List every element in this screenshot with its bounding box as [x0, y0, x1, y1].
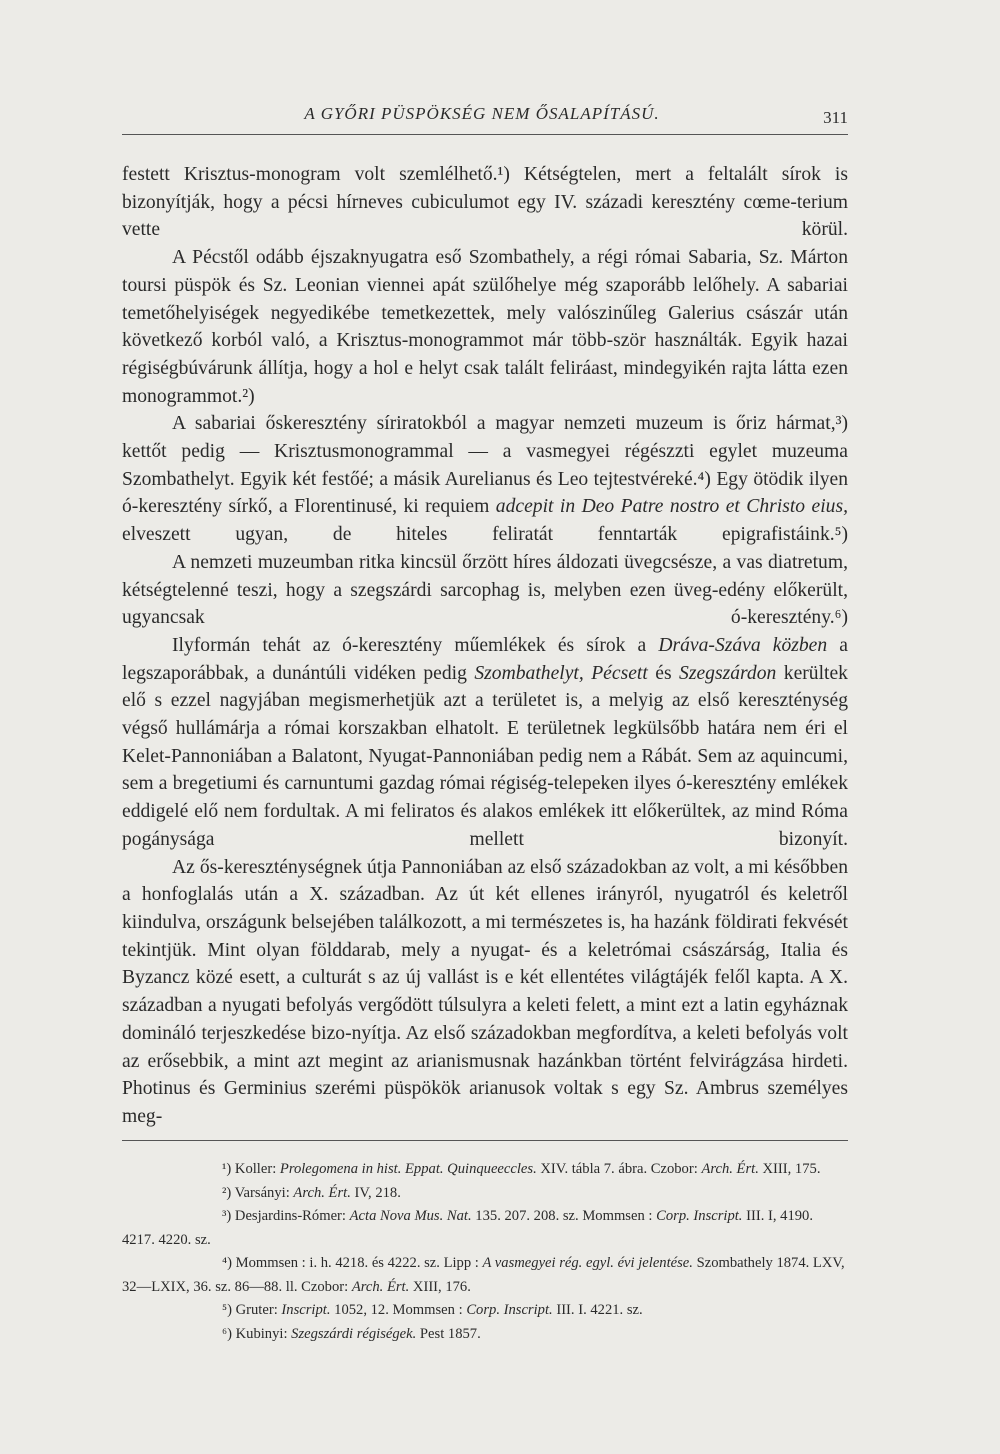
- footnote-1-text-a: Koller:: [234, 1161, 277, 1177]
- footnote-1-text-c: XIII, 175.: [762, 1161, 821, 1177]
- footnote-3-title: Acta Nova Mus. Nat.: [349, 1208, 472, 1224]
- running-header-title: A GYŐRI PÜSPÖKSÉG NEM ŐSALAPÍTÁSÚ.: [304, 104, 660, 123]
- paragraph-5: [122, 632, 848, 854]
- footnote-5-text-b: 1052, 12. Mommsen :: [334, 1302, 463, 1318]
- footnote-2-number: ²): [222, 1184, 232, 1201]
- footnote-6-title: Szegszárdi régiségek.: [291, 1325, 417, 1342]
- page-number: 311: [823, 108, 848, 127]
- paragraph-5-text-d: kerültek elő s ezzel nagyjában megismerhetjük azt a területet is, a melyig az első kereszténység végső hullámárja a római korszakban elhatolt. E területnek legkülsőbb határa nem éri el Kelet-Pannoniában a Balatont, Nyugat-Pannoniában pedig nem a Rábát. Sem az aquincumi, sem a bregetiumi és carnuntumi gazdag római régiség-telepeken ilyes ó-keresztény emlékek eddigelé elő nem fordultak. A mi feliratos és alakos emlékek itt előkerültek, az mind Róma pogánysága mellett bizonyít.: [122, 662, 848, 850]
- paragraph-5-text-a: Ilyformán tehát az ó-keresztény műemlékek és sírok a: [172, 634, 647, 656]
- footnote-5-title: Inscript.: [281, 1302, 331, 1318]
- footnote-rule: [122, 1140, 848, 1141]
- footnote-3: [122, 1205, 848, 1252]
- paragraph-1: [122, 161, 848, 244]
- paragraph-5-text-b: a legszaporábbak, a dunántúli vidéken pedig: [122, 634, 848, 684]
- paragraph-6-text: Az ős-kereszténységnek útja Pannoniában az első századokban az volt, a mi későbben a honfoglalás után a X. században. Az út két ellenes irányról, nyugatról és keletről kiindulva, országunk belsejében találkozott, a mi természetes is, ha hazánk földirati fekvését tekintjük. Mint olyan földdarab, mely a nyugat- és a keletrómai császárság, Italia és Byzancz közé esett, a culturát s az új vallást is e két ellentétes világtájék felől kapta. A X. században a nyugati befolyás vergődött túlsulyra a keleti felett, a mint ezt a latin egyháznak domináló terjeszkedése bizo-nyítja. Az első századokban megfordítva, a keleti befolyás volt az erősebbik, a mint azt megint az arianismusnak hazánkban történt felvirágzása hirdeti. Photinus és Germinius szerémi püspökök arianusok voltak s egy Sz. Ambrus személyes meg-: [122, 856, 848, 1127]
- place-drava-szava: Dráva-Száva közben: [658, 634, 828, 656]
- paragraph-3: [122, 410, 848, 549]
- footnote-4-title-2: Arch. Ért.: [351, 1278, 410, 1295]
- paragraph-2-text: A Pécstől odább éjszaknyugatra eső Szombathely, a régi római Sabaria, Sz. Márton toursi püspök és Sz. Leonian viennei apát szülőhelye még szaporább lelőhely. A sabariai temetőhelyiségek negyedikébe temetkezettek, mely valószinűleg Galerius császár után következő korból való, a Krisztus-monogrammot már több-ször használták. Egyik hazai régiségbúvárunk állítja, hogy a hol e helyt csak talált feliráast, mindegyikén rajta látta ezen monogrammot.²): [122, 247, 848, 407]
- footnote-5-title-2: Corp. Inscript.: [466, 1302, 553, 1318]
- footnote-4-text-a: Mommsen : i. h. 4218. és 4222. sz. Lipp :: [235, 1255, 479, 1271]
- footnote-3-number: ³): [222, 1208, 232, 1224]
- footnote-1: [122, 1158, 848, 1182]
- footnote-1-text-b: XIV. tábla 7. ábra. Czobor:: [540, 1161, 698, 1177]
- place-szegszard: Szegszárdon: [679, 662, 777, 684]
- footnote-2: [122, 1182, 848, 1206]
- footnote-2-title: Arch. Ért.: [293, 1184, 351, 1201]
- footnote-5-text-c: III. I. 4221. sz.: [556, 1302, 643, 1318]
- footnote-3-title-2: Corp. Inscript.: [656, 1208, 743, 1224]
- paragraph-4-text: A nemzeti muzeumban ritka kincsül őrzött híres áldozati üvegcsésze, a vas diatretum, kétségtelenné teszi, hogy a szegszárdi sarcophag is, melyben ezen üveg-edény előkerült, ugyancsak ó-keresztény.⁶): [122, 551, 848, 629]
- footnotes: [122, 1158, 848, 1346]
- footnote-3-text-c: III. I, 4190. 4217. 4220. sz.: [122, 1208, 813, 1248]
- footnote-2-text-b: IV, 218.: [354, 1184, 401, 1201]
- footnote-4-number: ⁴): [222, 1255, 232, 1271]
- footnote-4-text-b: Szombathely 1874. LXV, 32—LXIX, 36. sz. 86—88. ll. Czobor:: [122, 1255, 845, 1295]
- footnote-6-text-b: Pest 1857.: [419, 1325, 481, 1342]
- footnote-3-text-a: Desjardins-Rómer:: [234, 1208, 346, 1224]
- footnote-6: [122, 1323, 848, 1347]
- place-szombathely-pecs: Szombathelyt, Pécsett: [474, 662, 648, 684]
- footnote-1-number: ¹): [222, 1161, 232, 1177]
- footnote-6-text-a: Kubinyi:: [235, 1325, 288, 1342]
- paragraph-2: [122, 244, 848, 410]
- footnote-5-number: ⁵): [222, 1302, 232, 1318]
- header-rule: [122, 134, 848, 135]
- body-text: [122, 161, 848, 1131]
- footnote-4: [122, 1252, 848, 1299]
- footnote-4-text-c: XIII, 176.: [412, 1278, 471, 1295]
- paragraph-4: [122, 549, 848, 632]
- footnote-5-text-a: Gruter:: [235, 1302, 278, 1318]
- footnote-5: [122, 1299, 848, 1323]
- paragraph-3-text: A sabariai őskeresztény síriratokból a magyar nemzeti muzeum is őriz hármat,³) kettőt pedig — Krisztusmonogrammal — a vasmegyei régészzti egylet muzeuma Szombathelyt. Egyik két festőé; a másik Aurelianus és Leo tejtestvéreké.⁴) Egy ötödik ilyen ó-keresztény sírkő, a Florentinusé, ki requiem: [122, 413, 848, 518]
- latin-quote: adcepit in Deo Patre nostro et Christo eius,: [495, 496, 848, 518]
- paragraph-6: [122, 854, 848, 1131]
- paragraph-5-text-c: és: [655, 662, 672, 684]
- footnote-4-title: A vasmegyei rég. egyl. évi jelentése.: [482, 1255, 693, 1271]
- footnote-1-title: Prolegomena in hist. Eppat. Quinqueeccles.: [279, 1161, 537, 1177]
- paragraph-1-text: festett Krisztus-monogram volt szemlélhető.¹) Kétségtelen, mert a feltalált sírok is bizonyítják, hogy a pécsi hírneves cubiculumot egy IV. századi keresztény cœme-terium vette körül.: [122, 164, 848, 241]
- paragraph-3-text-end: elveszett ugyan, de hiteles feliratát fenntarták epigrafistáink.⁵): [122, 524, 848, 546]
- footnote-2-text-a: Varsányi:: [234, 1184, 290, 1201]
- footnote-3-text-b: 135. 207. 208. sz. Mommsen :: [475, 1208, 653, 1224]
- footnote-1-title-2: Arch. Ért.: [701, 1161, 759, 1177]
- footnote-6-number: ⁶): [222, 1325, 232, 1342]
